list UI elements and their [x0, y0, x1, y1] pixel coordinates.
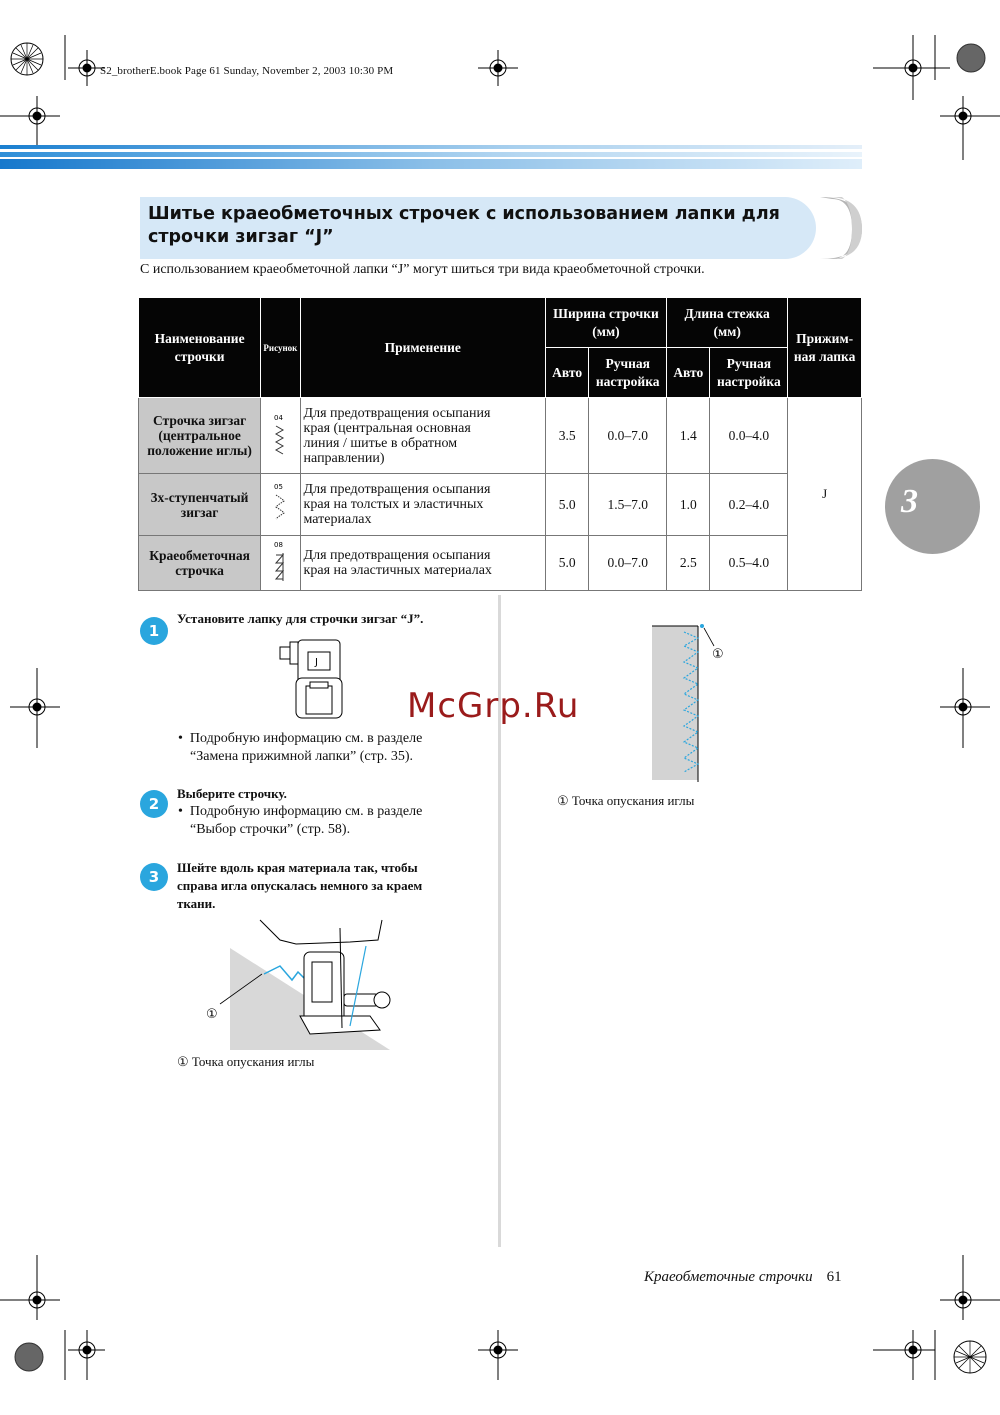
section-title	[148, 203, 828, 249]
table-row	[139, 474, 862, 536]
stitch-picture	[261, 398, 300, 474]
stitch-name-line: строчка	[175, 563, 224, 578]
zigzag-foot-j-illustration	[278, 638, 344, 720]
length-auto: 1.0	[667, 474, 710, 536]
stitch-name-line: Строчка зигзаг	[152, 413, 247, 428]
step-3-line: Шейте вдоль края материала так, чтобы	[177, 860, 418, 875]
caption-left: ① Точка опускания иглы	[177, 1054, 315, 1069]
stitch-edge-illustration	[650, 622, 740, 784]
page-number: 61	[826, 1269, 842, 1285]
overcasting-stitch-icon	[273, 539, 287, 583]
step-2-text: Выберите строчку.	[177, 786, 287, 801]
stitch-application	[300, 536, 545, 591]
stitch-name-line: зигзаг	[180, 504, 219, 520]
foot-label: J	[315, 657, 318, 668]
header-length-line1: Длина стежка	[684, 305, 770, 321]
header-length-manual	[710, 348, 788, 398]
presser-foot: J	[788, 398, 862, 591]
stitch-name-line: 3х-ступенчатый	[150, 489, 249, 505]
header-manual-line1: Ручная	[605, 355, 650, 371]
header-width-line2: (мм)	[592, 323, 620, 339]
header-manual-line2: настройка	[595, 373, 660, 389]
application-line: края (центральная основная	[303, 420, 471, 436]
page-footer	[644, 1269, 842, 1286]
chapter-number: 3	[901, 483, 918, 520]
header-foot-line2: ная лапка	[793, 348, 856, 364]
watermark: McGrp.Ru	[407, 686, 580, 726]
header-name-line2: строчки	[174, 348, 225, 364]
width-manual: 0.0–7.0	[589, 398, 667, 474]
application-line: линия / шитье в обратном	[303, 435, 458, 451]
width-manual: 1.5–7.0	[589, 474, 667, 536]
header-name-line1: Наименование	[154, 330, 245, 346]
intro-text: С использованием краеобметочной лапки “J” могут шиться три вида краеобметочной строчки.	[140, 262, 705, 277]
table-row	[139, 536, 862, 591]
stitch-code: 04	[274, 413, 284, 422]
chapter-tab	[885, 459, 980, 554]
three-step-zigzag-icon	[273, 481, 287, 525]
step-3-text	[177, 859, 422, 913]
length-auto: 1.4	[667, 398, 710, 474]
step-3-line: справа игла опускалась немного за краем	[177, 878, 423, 893]
stitch-table	[138, 297, 862, 591]
header-width-auto: Авто	[545, 348, 588, 398]
width-auto: 5.0	[545, 536, 588, 591]
bullet-line: Подробную информацию см. в разделе	[189, 804, 423, 819]
step-2-bullet: • Подробную информацию см. в разделе “Выбор строчки” (стр. 58).	[178, 804, 423, 837]
stitch-code: 05	[274, 482, 284, 491]
header-width-manual	[589, 348, 667, 398]
stitch-picture	[261, 474, 300, 536]
length-manual: 0.5–4.0	[710, 536, 788, 591]
header-picture: Рисунок	[261, 298, 300, 398]
length-auto: 2.5	[667, 536, 710, 591]
header-foot-line1: Прижим-	[796, 330, 854, 346]
application-line: края на толстых и эластичных	[303, 497, 484, 512]
application-line: направлении)	[303, 450, 385, 466]
application-line: Для предотвращения осыпания	[303, 405, 491, 421]
application-line: края на эластичных материалах	[303, 563, 492, 578]
application-line: Для предотвращения осыпания	[303, 548, 491, 563]
step-3-line: ткани.	[177, 896, 216, 911]
header-length	[667, 298, 788, 348]
file-info-header: S2_brotherE.book Page 61 Sunday, November 2, 2003 10:30 PM	[100, 65, 394, 77]
step-1-number: 1	[140, 617, 168, 645]
stitch-name	[139, 474, 261, 536]
step-1-bullet: • Подробную информацию см. в разделе “Замена прижимной лапки” (стр. 35).	[178, 731, 423, 764]
header-band	[0, 145, 862, 169]
header-length-line2: (мм)	[713, 323, 741, 339]
stitch-code: 08	[274, 541, 284, 549]
stitch-name-line: положение иглы)	[147, 443, 252, 458]
stitch-picture	[261, 536, 300, 591]
application-line: материалах	[303, 512, 372, 527]
stitch-application	[300, 474, 545, 536]
header-name	[139, 298, 261, 398]
callout-number: ①	[206, 1007, 218, 1022]
stitch-name	[139, 398, 261, 474]
width-auto: 5.0	[545, 474, 588, 536]
stitch-name-line: Краеобметочная	[149, 548, 250, 563]
length-manual: 0.2–4.0	[710, 474, 788, 536]
header-application: Применение	[300, 298, 545, 398]
header-width	[545, 298, 666, 348]
bullet-line: “Замена прижимной лапки” (стр. 35).	[190, 749, 414, 764]
step-1-text: Установите лапку для строчки зигзаг “J”.	[177, 611, 424, 626]
caption-right: ① Точка опускания иглы	[557, 793, 695, 808]
section-title-line2: строчки зигзаг “J”	[148, 227, 334, 247]
table-row	[139, 398, 862, 474]
zigzag-stitch-icon	[273, 412, 287, 456]
bullet-line: “Выбор строчки” (стр. 58).	[190, 822, 351, 837]
section-title-line1: Шитье краеобметочных строчек с использованием лапки для	[148, 204, 780, 224]
width-auto: 3.5	[545, 398, 588, 474]
header-width-line1: Ширина строчки	[553, 305, 659, 321]
header-length-auto: Авто	[667, 348, 710, 398]
header-manual-line2: настройка	[717, 373, 781, 389]
callout-number: ①	[712, 647, 724, 662]
header-manual-line1: Ручная	[726, 355, 772, 371]
stitch-name	[139, 536, 261, 591]
stitch-application	[300, 398, 545, 474]
application-line: Для предотвращения осыпания	[303, 482, 491, 497]
stitch-name-line: (центральное	[158, 428, 241, 443]
width-manual: 0.0–7.0	[589, 536, 667, 591]
step-2-number: 2	[140, 790, 168, 818]
footer-section: Краеобметочные строчки	[644, 1269, 813, 1285]
step-3-number: 3	[140, 863, 168, 891]
sewing-edge-illustration	[200, 918, 395, 1054]
header-foot	[788, 298, 862, 398]
bullet-line: Подробную информацию см. в разделе	[189, 731, 423, 746]
length-manual: 0.0–4.0	[710, 398, 788, 474]
